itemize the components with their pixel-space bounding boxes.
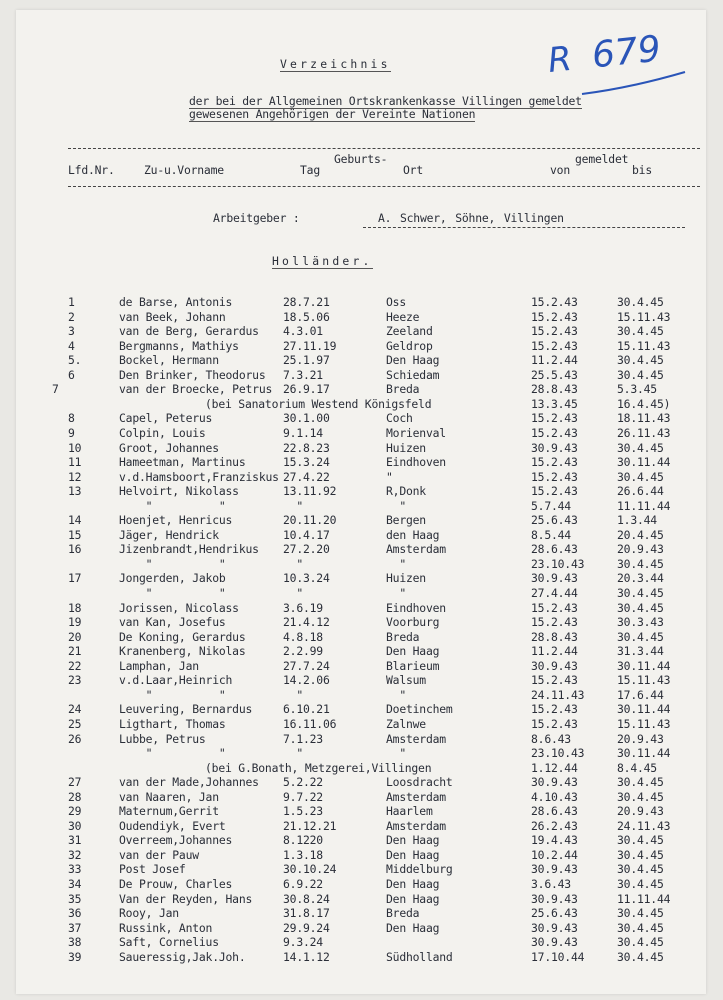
row-number: 3: [68, 324, 75, 339]
row-registered-from: 15.2.43: [531, 702, 578, 717]
row-birth-date: 14.1.12: [283, 949, 330, 964]
row-registered-from: 4.10.43: [531, 789, 578, 804]
row-name: Lubbe, Petrus: [119, 731, 206, 746]
row-registered-until: 11.11.44: [617, 498, 671, 513]
row-registered-until: 20.9.43: [617, 542, 664, 557]
row-birth-place: Eindhoven: [386, 600, 446, 615]
row-birth-date: 10.4.17: [283, 527, 330, 542]
row-name: van Beek, Johann: [119, 309, 226, 324]
row-registered-until: 26.11.43: [617, 425, 671, 440]
row-registered-until: 20.9.43: [617, 731, 664, 746]
row-name: Bergmanns, Mathiys: [119, 338, 239, 353]
row-birth-place: Den Haag: [386, 644, 440, 659]
row-number: 6: [68, 367, 75, 382]
row-registered-until: 30.4.45: [617, 324, 664, 339]
row-birth-date: ": [283, 498, 303, 513]
row-birth-place: Den Haag: [386, 877, 440, 891]
row-birth-place: Haarlem: [386, 804, 433, 819]
row-name: De Koning, Gerardus: [119, 629, 246, 644]
row-number: 14: [68, 513, 82, 528]
row-birth-place: Morienval: [386, 425, 446, 440]
row-number: 12: [68, 469, 82, 484]
row-registered-from: 10.2.44: [531, 847, 578, 862]
employer-name: A. Schwer, Söhne, Villingen: [378, 211, 564, 225]
row-registered-until: 30.4.45: [617, 600, 664, 615]
row-name: " ": [119, 687, 226, 702]
row-birth-date: 27.2.20: [283, 542, 330, 557]
row-registered-until: 30.4.45: [617, 847, 664, 862]
row-birth-date: 30.1.00: [283, 411, 330, 426]
row-birth-date: 6.9.22: [283, 877, 323, 891]
row-name: Oudendiyk, Evert: [119, 818, 226, 833]
row-registered-from: 26.2.43: [531, 818, 578, 833]
row-birth-date: 30.10.24: [283, 862, 337, 877]
row-name: Overreem,Johannes: [119, 833, 233, 848]
row-name: " ": [119, 746, 226, 761]
row-registered-until: 15.11.43: [617, 673, 671, 688]
row-name: de Barse, Antonis: [119, 295, 233, 309]
row-birth-place: Voorburg: [386, 615, 440, 630]
row-birth-date: 27.4.22: [283, 469, 330, 484]
row-name: van Kan, Josefus: [119, 615, 226, 630]
row-number: 4: [68, 338, 75, 353]
row-name: " ": [119, 498, 226, 513]
row-registered-from: 15.2.43: [531, 484, 578, 499]
row-registered-from: 15.2.43: [531, 615, 578, 630]
row-birth-date: 22.8.23: [283, 440, 330, 455]
row-registered-until: 24.11.43: [617, 818, 671, 833]
row-number: 33: [68, 862, 82, 877]
header-lfd-nr: Lfd.Nr.: [68, 163, 115, 177]
row-registered-from: 15.2.43: [531, 309, 578, 324]
row-registered-until: 30.4.45: [617, 833, 664, 848]
row-name: Russink, Anton: [119, 920, 213, 935]
row-registered-until: 11.11.44: [617, 891, 671, 906]
row-birth-date: 27.11.19: [283, 338, 337, 353]
row-number: 37: [68, 920, 82, 935]
row-registered-until: 30.4.45: [617, 775, 664, 790]
row-birth-date: 21.12.21: [283, 818, 337, 833]
row-number: 39: [68, 949, 82, 964]
row-birth-place: Den Haag: [386, 891, 440, 906]
row-birth-place: Eindhoven: [386, 455, 446, 470]
header-ort: Ort: [403, 163, 423, 177]
row-number: 11: [68, 455, 82, 470]
row-name: Saft, Cornelius: [119, 935, 219, 950]
row-registered-until: 5.3.45: [617, 382, 657, 397]
subtitle-line-1: der bei der Allgemeinen Ortskrankenkasse Villingen gemeldet: [189, 94, 582, 108]
row-birth-place: Breda: [386, 906, 420, 921]
header-tag: Tag: [300, 163, 320, 177]
row-registered-until: 30.4.45: [617, 949, 664, 964]
row-birth-place: Bergen: [386, 513, 426, 528]
row-number: 2: [68, 309, 75, 324]
row-name: Van der Reyden, Hans: [119, 891, 253, 906]
row-number: 30: [68, 818, 82, 833]
row-registered-from: 15.2.43: [531, 324, 578, 339]
row-registered-from: 23.10.43: [531, 556, 585, 571]
row-registered-until: 20.4.45: [617, 527, 664, 542]
row-registered-from: 8.6.43: [531, 731, 571, 746]
row-registered-from: 13.3.45: [531, 396, 578, 411]
row-birth-place: Amsterdam: [386, 731, 446, 746]
row-name: van der Made,Johannes: [119, 775, 259, 790]
row-registered-until: 30.11.44: [617, 455, 671, 470]
row-name: Jorissen, Nicolass: [119, 600, 239, 615]
row-birth-place: Breda: [386, 629, 420, 644]
row-name: Jongerden, Jakob: [119, 571, 226, 586]
row-number: 28: [68, 789, 82, 804]
row-registered-until: 17.6.44: [617, 687, 664, 702]
row-birth-place: Loosdracht: [386, 775, 453, 790]
row-birth-place: Schiedam: [386, 367, 440, 382]
row-name: van der Broecke, Petrus: [119, 382, 273, 397]
row-number: 35: [68, 891, 82, 906]
header-rule-top: [68, 148, 700, 149]
row-birth-place: Walsum: [386, 673, 426, 688]
stamp-underline-stroke: [580, 70, 690, 100]
row-registered-until: 16.4.45): [617, 396, 671, 411]
row-name: Maternum,Gerrit: [119, 804, 219, 819]
row-birth-place: Den Haag: [386, 847, 440, 862]
row-registered-from: 15.2.43: [531, 338, 578, 353]
row-registered-from: 25.6.43: [531, 906, 578, 921]
row-name: " ": [119, 586, 226, 600]
row-name: Den Brinker, Theodorus: [119, 367, 266, 382]
row-registered-from: 15.2.43: [531, 600, 578, 615]
row-registered-until: 30.4.45: [617, 353, 664, 368]
row-birth-place: Zeeland: [386, 324, 433, 339]
row-birth-place: Amsterdam: [386, 818, 446, 833]
row-number: 27: [68, 775, 82, 790]
row-registered-from: 30.9.43: [531, 571, 578, 586]
row-registered-from: 15.2.43: [531, 469, 578, 484]
row-birth-date: 7.1.23: [283, 731, 323, 746]
row-birth-date: 18.5.06: [283, 309, 330, 324]
row-name: Jizenbrandt,Hendrikus: [119, 542, 259, 557]
header-name: Zu-u.Vorname: [144, 163, 224, 177]
subtitle-line-2: gewesenen Angehörigen der Vereinte Nationen: [189, 107, 476, 121]
row-registered-until: 20.3.44: [617, 571, 664, 586]
row-birth-date: ": [283, 746, 303, 761]
row-registered-from: 17.10.44: [531, 949, 585, 964]
row-registered-from: 3.6.43: [531, 877, 571, 891]
row-birth-date: 8.1220: [283, 833, 323, 848]
row-registered-from: 30.9.43: [531, 440, 578, 455]
row-registered-until: 30.4.45: [617, 789, 664, 804]
row-registered-from: 15.2.43: [531, 716, 578, 731]
row-registered-until: 30.4.45: [617, 367, 664, 382]
row-name: Saueressig,Jak.Joh.: [119, 949, 246, 964]
row-name: Lamphan, Jan: [119, 658, 199, 673]
row-registered-until: 26.6.44: [617, 484, 664, 499]
row-registered-from: 28.6.43: [531, 804, 578, 819]
row-number: 19: [68, 615, 82, 630]
row-birth-date: 14.2.06: [283, 673, 330, 688]
row-registered-until: 20.9.43: [617, 804, 664, 819]
row-birth-date: 9.1.14: [283, 425, 323, 440]
row-registered-until: 15.11.43: [617, 338, 671, 353]
row-number: 20: [68, 629, 82, 644]
row-name: Ligthart, Thomas: [119, 716, 226, 731]
row-number: 18: [68, 600, 82, 615]
row-registered-from: 25.6.43: [531, 513, 578, 528]
row-registered-until: 30.4.45: [617, 862, 664, 877]
row-registered-until: 30.11.44: [617, 746, 671, 761]
row-number: 13: [68, 484, 82, 499]
row-number: 9: [68, 425, 75, 440]
row-birth-place: R,Donk: [386, 484, 426, 499]
row-registered-until: 30.4.45: [617, 629, 664, 644]
row-registered-from: 30.9.43: [531, 658, 578, 673]
row-birth-place: ": [386, 469, 393, 484]
header-bis: bis: [632, 163, 652, 177]
row-birth-place: Blarieum: [386, 658, 440, 673]
row-registered-until: 18.11.43: [617, 411, 671, 426]
row-registered-until: 30.4.45: [617, 920, 664, 935]
row-number: 34: [68, 877, 82, 891]
row-name: Groot, Johannes: [119, 440, 219, 455]
row-birth-place: Den Haag: [386, 353, 440, 368]
row-birth-date: 6.10.21: [283, 702, 330, 717]
row-birth-place: ": [386, 498, 406, 513]
row-birth-date: 1.3.18: [283, 847, 323, 862]
row-registered-until: 30.4.45: [617, 469, 664, 484]
row-registered-until: 30.4.45: [617, 586, 664, 600]
row-birth-date: 31.8.17: [283, 906, 330, 921]
row-birth-place: Coch: [386, 411, 413, 426]
row-birth-date: 13.11.92: [283, 484, 337, 499]
row-registered-from: 19.4.43: [531, 833, 578, 848]
employer-underline: [363, 227, 685, 228]
row-birth-date: 4.3.01: [283, 324, 323, 339]
header-geburts: Geburts-: [334, 152, 388, 166]
row-registered-until: 30.3.43: [617, 615, 664, 630]
row-birth-date: 21.4.12: [283, 615, 330, 630]
row-registered-from: 1.12.44: [531, 760, 578, 775]
row-name: (bei Sanatorium Westend Königsfeld: [205, 396, 432, 411]
row-number: 32: [68, 847, 82, 862]
row-registered-until: 15.11.43: [617, 716, 671, 731]
reference-stamp-number: 679: [590, 28, 663, 77]
section-heading-hollaender: Holländer.: [272, 254, 373, 268]
row-birth-place: den Haag: [386, 527, 440, 542]
row-name: Rooy, Jan: [119, 906, 179, 921]
row-registered-from: 15.2.43: [531, 295, 578, 309]
header-gemeldet: gemeldet: [575, 152, 629, 166]
row-birth-date: 20.11.20: [283, 513, 337, 528]
row-birth-date: 9.7.22: [283, 789, 323, 804]
row-registered-until: 30.4.45: [617, 877, 664, 891]
row-birth-place: Geldrop: [386, 338, 433, 353]
row-number: 16: [68, 542, 82, 557]
row-name: v.d.Hamsboort,Franziskus: [119, 469, 279, 484]
row-name: van Naaren, Jan: [119, 789, 219, 804]
row-birth-place: Middelburg: [386, 862, 453, 877]
row-registered-from: 30.9.43: [531, 920, 578, 935]
row-registered-until: 30.4.45: [617, 935, 664, 950]
row-registered-until: 31.3.44: [617, 644, 664, 659]
row-birth-place: Oss: [386, 295, 406, 309]
row-birth-place: ": [386, 687, 406, 702]
row-registered-until: 30.11.44: [617, 658, 671, 673]
row-birth-place: Zalnwe: [386, 716, 426, 731]
row-registered-until: 30.4.45: [617, 295, 664, 309]
row-number: 17: [68, 571, 82, 586]
row-name: van der Pauw: [119, 847, 199, 862]
row-birth-date: 15.3.24: [283, 455, 330, 470]
row-registered-from: 28.8.43: [531, 382, 578, 397]
row-birth-place: Amsterdam: [386, 789, 446, 804]
row-name: Jäger, Hendrick: [119, 527, 219, 542]
header-rule-bottom: [68, 186, 700, 187]
row-registered-from: 30.9.43: [531, 775, 578, 790]
row-number: 23: [68, 673, 82, 688]
row-number: 15: [68, 527, 82, 542]
row-birth-place: Den Haag: [386, 920, 440, 935]
row-birth-date: 4.8.18: [283, 629, 323, 644]
row-name: van de Berg, Gerardus: [119, 324, 259, 339]
row-number: 10: [68, 440, 82, 455]
row-registered-until: 15.11.43: [617, 309, 671, 324]
row-registered-from: 28.6.43: [531, 542, 578, 557]
row-name: (bei G.Bonath, Metzgerei,Villingen: [205, 760, 432, 775]
row-registered-from: 30.9.43: [531, 862, 578, 877]
row-birth-date: 2.2.99: [283, 644, 323, 659]
row-birth-date: 26.9.17: [283, 382, 330, 397]
row-number: 1: [68, 295, 75, 309]
row-registered-from: 25.5.43: [531, 367, 578, 382]
row-birth-place: Amsterdam: [386, 542, 446, 557]
row-number: 26: [68, 731, 82, 746]
row-birth-date: 29.9.24: [283, 920, 330, 935]
row-registered-from: 11.2.44: [531, 353, 578, 368]
row-birth-date: 27.7.24: [283, 658, 330, 673]
row-birth-place: Huizen: [386, 440, 426, 455]
row-registered-until: 8.4.45: [617, 760, 657, 775]
row-registered-from: 5.7.44: [531, 498, 571, 513]
row-birth-date: 3.6.19: [283, 600, 323, 615]
row-name: Kranenberg, Nikolas: [119, 644, 246, 659]
row-number: 5.: [68, 353, 82, 368]
row-registered-until: 30.4.45: [617, 556, 664, 571]
row-name: Colpin, Louis: [119, 425, 206, 440]
row-birth-place: ": [386, 586, 406, 600]
row-registered-from: 30.9.43: [531, 935, 578, 950]
row-number: 22: [68, 658, 82, 673]
row-birth-date: 30.8.24: [283, 891, 330, 906]
row-number: 21: [68, 644, 82, 659]
row-registered-from: 15.2.43: [531, 455, 578, 470]
row-birth-date: ": [283, 556, 303, 571]
row-name: Helvoirt, Nikolass: [119, 484, 239, 499]
employer-label: Arbeitgeber :: [213, 211, 300, 225]
row-registered-from: 24.11.43: [531, 687, 585, 702]
row-birth-date: 28.7.21: [283, 295, 330, 309]
row-birth-date: ": [283, 586, 303, 600]
document-title: Verzeichnis: [280, 57, 391, 71]
row-name: " ": [119, 556, 226, 571]
row-birth-date: 9.3.24: [283, 935, 323, 950]
row-birth-place: Den Haag: [386, 833, 440, 848]
row-birth-place: Heeze: [386, 309, 420, 324]
row-number: 7: [52, 382, 59, 397]
row-registered-until: 30.11.44: [617, 702, 671, 717]
row-birth-date: 25.1.97: [283, 353, 330, 368]
row-birth-date: ": [283, 687, 303, 702]
row-name: Hameetman, Martinus: [119, 455, 246, 470]
row-registered-from: 15.2.43: [531, 411, 578, 426]
row-birth-place: Breda: [386, 382, 420, 397]
row-registered-from: 15.2.43: [531, 425, 578, 440]
row-registered-from: 30.9.43: [531, 891, 578, 906]
row-name: Post Josef: [119, 862, 186, 877]
row-birth-date: 7.3.21: [283, 367, 323, 382]
row-birth-place: Huizen: [386, 571, 426, 586]
row-registered-until: 1.3.44: [617, 513, 657, 528]
row-number: 24: [68, 702, 82, 717]
row-birth-place: Doetinchem: [386, 702, 453, 717]
row-birth-place: ": [386, 556, 406, 571]
row-name: Leuvering, Bernardus: [119, 702, 253, 717]
row-registered-from: 27.4.44: [531, 586, 578, 600]
row-number: 29: [68, 804, 82, 819]
row-birth-date: 16.11.06: [283, 716, 337, 731]
row-name: Capel, Peterus: [119, 411, 213, 426]
row-birth-place: Südholland: [386, 949, 453, 964]
row-registered-from: 8.5.44: [531, 527, 571, 542]
header-von: von: [550, 163, 570, 177]
row-number: 8: [68, 411, 75, 426]
row-birth-place: ": [386, 746, 406, 761]
row-name: De Prouw, Charles: [119, 877, 233, 891]
row-birth-date: 10.3.24: [283, 571, 330, 586]
row-registered-until: 30.4.45: [617, 906, 664, 921]
row-name: Hoenjet, Henricus: [119, 513, 233, 528]
row-registered-from: 28.8.43: [531, 629, 578, 644]
row-registered-from: 11.2.44: [531, 644, 578, 659]
row-registered-until: 30.4.45: [617, 440, 664, 455]
row-number: 31: [68, 833, 82, 848]
row-number: 25: [68, 716, 82, 731]
row-number: 38: [68, 935, 82, 950]
row-registered-from: 15.2.43: [531, 673, 578, 688]
row-birth-date: 1.5.23: [283, 804, 323, 819]
row-birth-date: 5.2.22: [283, 775, 323, 790]
row-name: Bockel, Hermann: [119, 353, 219, 368]
row-name: v.d.Laar,Heinrich: [119, 673, 233, 688]
row-registered-from: 23.10.43: [531, 746, 585, 761]
row-number: 36: [68, 906, 82, 921]
reference-stamp-letter: R: [545, 38, 574, 82]
